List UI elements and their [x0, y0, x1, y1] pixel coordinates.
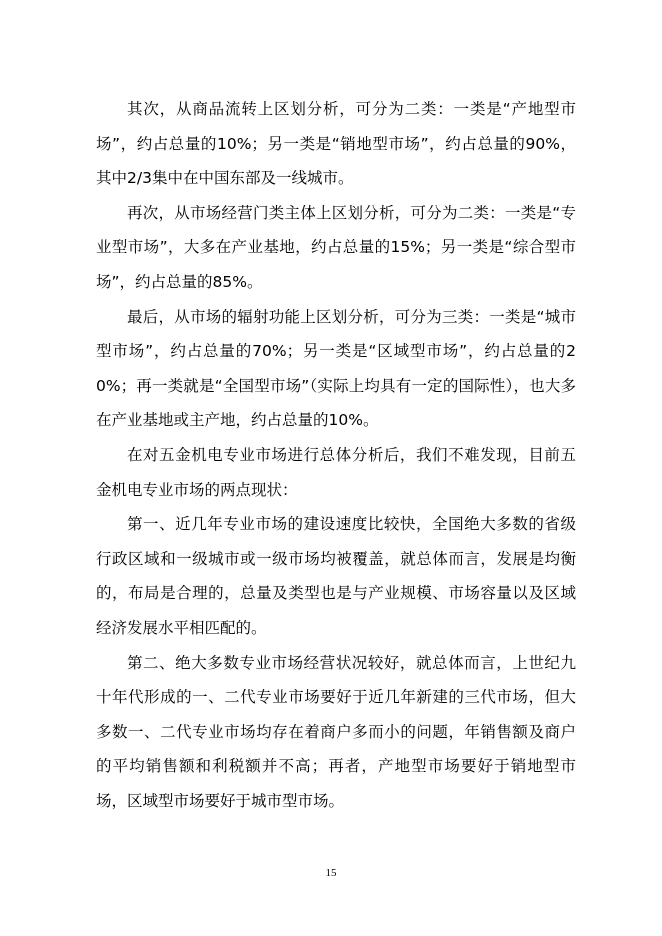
paragraph-6: 第二、绝大多数专业市场经营状况较好，就总体而言，上世纪九十年代形成的一、二代专业市场要好于近几年新建的三代市场，但大多数一、二代专业市场均存在着商户多而小的问题，年销售额及商户的平均销售额和利税额并不高；再者，产地型市场要好于销地型市场，区域型市场要好于城市型市场。 — [96, 653, 576, 810]
body-text — [96, 92, 576, 818]
paragraph-4: 在对五金机电专业市场进行总体分析后，我们不难发现，目前五金机电专业市场的两点现状： — [96, 445, 576, 499]
page-number: 15 — [325, 867, 337, 879]
paragraph-2: 再次，从市场经营门类主体上区划分析，可分为二类：一类是“专业型市场”，大多在产业基地，约占总量的15%；另一类是“综合型市场”，约占总量的85%。 — [96, 203, 576, 291]
paragraph-5: 第一、近几年专业市场的建设速度比较快，全国绝大多数的省级行政区域和一级城市或一级市场均被覆盖，就总体而言，发展是均衡的，布局是合理的，总量及类型也是与产业规模、市场容量以及区域经济发展水平相匹配的。 — [96, 515, 576, 637]
paragraph-1: 其次，从商品流转上区划分析，可分为二类：一类是“产地型市场”，约占总量的10%；另一类是“销地型市场”，约占总量的90%，其中2/3集中在中国东部及一线城市。 — [96, 100, 576, 188]
paragraph-3: 最后，从市场的辐射功能上区划分析，可分为三类：一类是“城市型市场”，约占总量的70%；另一类是“区域型市场”，约占总量的20%；再一类就是“全国型市场”（实际上均具有一定的国际性），也大多在产业基地或主产地，约占总量的10%。 — [96, 307, 576, 430]
